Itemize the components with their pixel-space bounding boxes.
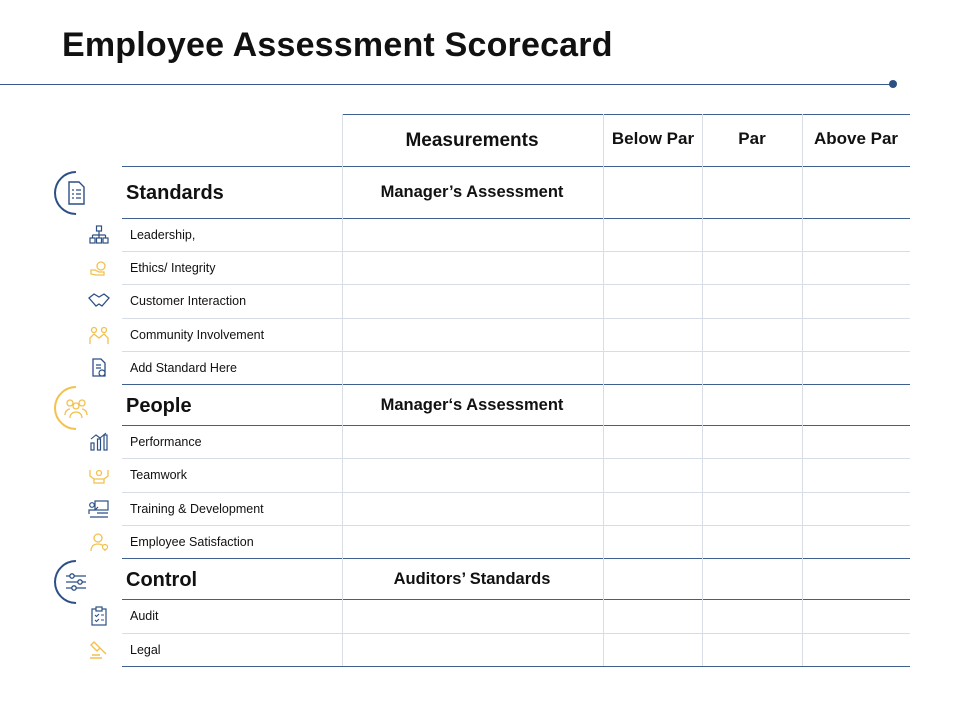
row-label-performance: Performance [130, 435, 202, 449]
header-par: Par [738, 129, 766, 148]
row-rule [122, 525, 910, 526]
header-below-par: Below Par [611, 129, 695, 148]
section-rule [122, 384, 910, 385]
row-rule [122, 351, 910, 352]
row-label-customer-interaction: Customer Interaction [130, 294, 247, 308]
row-label-teamwork: Teamwork [130, 468, 187, 482]
document-gear-icon [88, 357, 110, 379]
audit-clipboard-icon [88, 605, 110, 627]
column-divider [603, 114, 604, 666]
teamwork-icon [88, 464, 110, 486]
row-rule [122, 251, 910, 252]
gavel-icon [88, 639, 110, 661]
document-checklist-icon [60, 177, 92, 209]
hierarchy-icon [88, 224, 110, 246]
row-rule [122, 284, 910, 285]
section-rule [122, 558, 910, 559]
performance-chart-icon [88, 431, 110, 453]
header-measurements: Measurements [405, 130, 539, 151]
training-board-icon [88, 498, 110, 520]
column-divider [802, 114, 803, 666]
header-above-par: Above Par [813, 129, 899, 148]
team-group-icon [60, 392, 92, 424]
row-rule [122, 492, 910, 493]
employee-satisfaction-icon [88, 531, 110, 553]
table-top-rule [342, 114, 910, 115]
section-assessment-control: Auditors’ Standards [393, 570, 551, 588]
section-assessment-people: Manager‘s Assessment [380, 396, 564, 414]
row-label-audit: Audit [130, 609, 159, 623]
header-bottom-rule [122, 166, 910, 167]
row-label-add-standard: Add Standard Here [130, 361, 238, 375]
row-rule [122, 633, 910, 634]
section-rule [122, 425, 910, 426]
row-label-training: Training & Development [130, 502, 264, 516]
row-rule [122, 318, 910, 319]
handshake-icon [88, 290, 110, 312]
row-label-community: Community Involvement [130, 328, 265, 342]
title-rule [0, 84, 893, 85]
section-assessment-standards: Manager’s Assessment [380, 183, 564, 201]
page-title: Employee Assessment Scorecard [62, 26, 613, 64]
section-title-standards: Standards [126, 182, 224, 204]
row-label-legal: Legal [130, 643, 161, 657]
title-rule-dot [889, 80, 897, 88]
row-label-leadership: Leadership, [130, 228, 196, 242]
section-rule [122, 218, 910, 219]
people-hands-icon [88, 324, 110, 346]
hand-coin-icon [88, 257, 110, 279]
section-title-control: Control [126, 569, 198, 591]
row-label-employee-satisfaction: Employee Satisfaction [130, 535, 254, 549]
section-rule [122, 599, 910, 600]
sliders-icon [60, 566, 92, 598]
table-bottom-rule [122, 666, 910, 667]
row-rule [122, 458, 910, 459]
row-label-ethics: Ethics/ Integrity [130, 261, 216, 275]
column-divider [702, 114, 703, 666]
section-title-people: People [126, 395, 192, 417]
